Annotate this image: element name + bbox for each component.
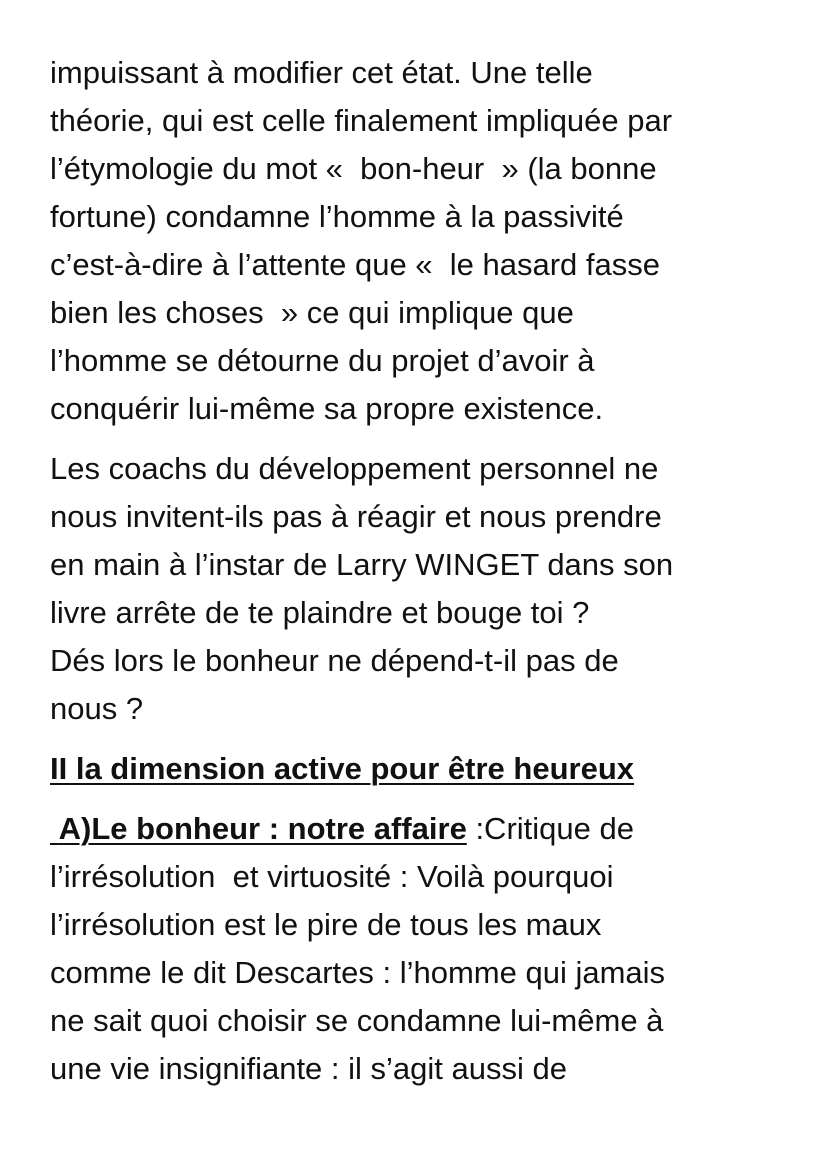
subsection-heading: A)Le bonheur : notre affaire <box>50 811 467 846</box>
subsection-text: :Critique de l’irrésolution et virtuosité : Voilà pourquoi l’irrésolution est le pire de tous les maux comme le dit Descartes : l’homme qui jamais ne sait quoi choisir se condamne lui-même à une vie insignifiante : il s’agit aussi de <box>50 811 666 1086</box>
paragraph-coaching: Les coachs du développement personnel ne nous invitent-ils pas à réagir et nous prendre en main à l’instar de Larry WINGET dans son livre arrête de te plaindre et bouge toi ? Dés lors le bonheur ne dépend-t-il pas de nous ? <box>50 451 674 726</box>
section-heading: II la dimension active pour être heureux <box>50 751 635 786</box>
document-page <box>50 49 790 1093</box>
paragraph-passivity: impuissant à modifier cet état. Une telle théorie, qui est celle finalement impliquée par l’étymologie du mot « bon-heur » (la bonne fortune) condamne l’homme à la passivité c’est-à-dire à l’attente que « le hasard fasse bien les choses » ce qui implique que l’homme se détourne du projet d’avoir à conquérir lui-même sa propre existence. <box>50 55 673 426</box>
subsection-paragraph <box>50 805 790 1093</box>
